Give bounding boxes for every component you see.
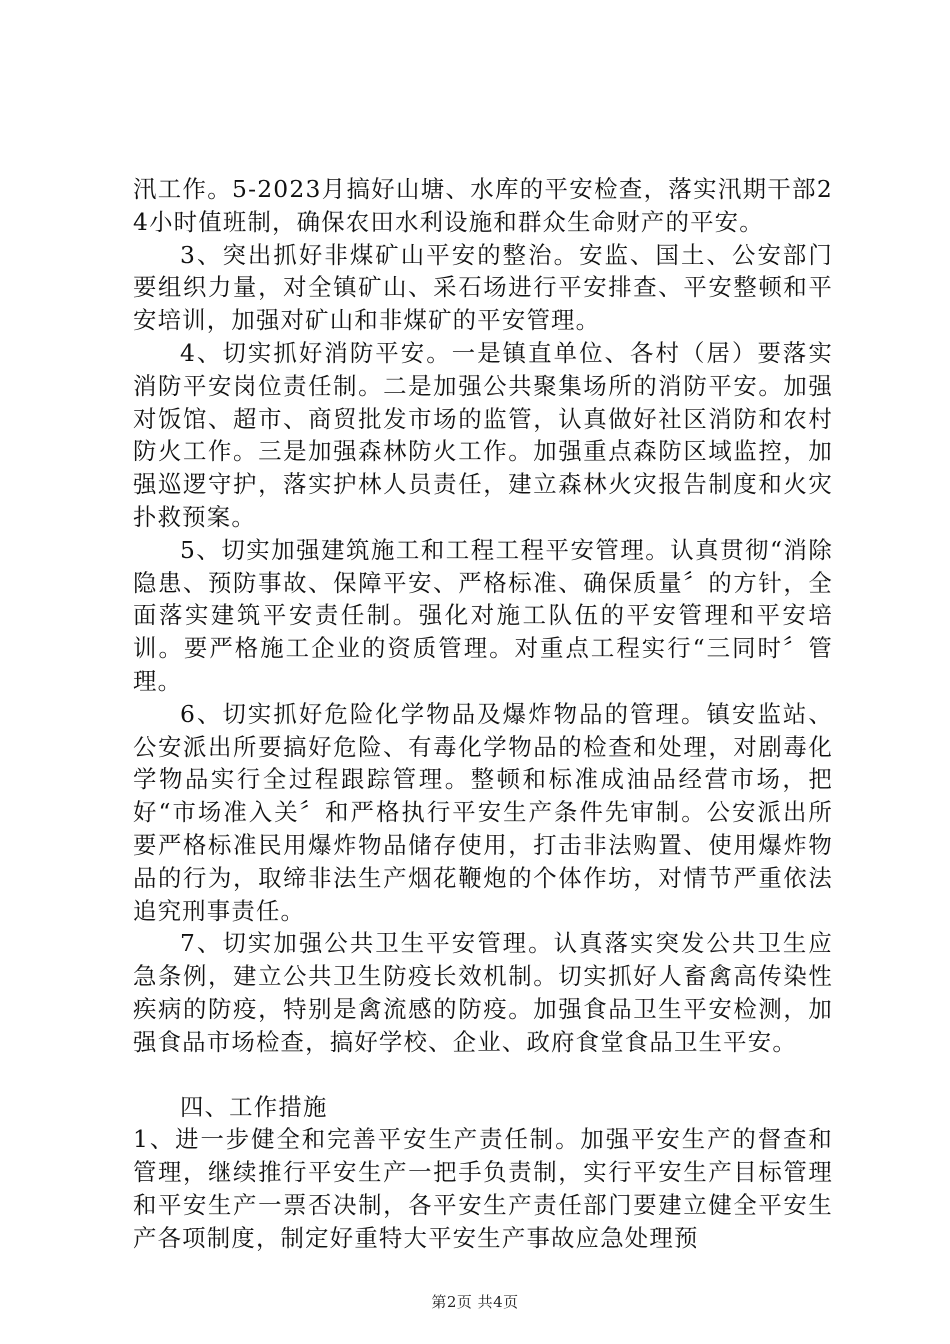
page-number-label: 第2页 共4页 — [431, 1293, 519, 1311]
paragraph-2: 4、切实抓好消防平安。一是镇直单位、各村（居）要落实消防平安岗位责任制。二是加强公共聚集场所的消防平安。加强对饭馆、超市、商贸批发市场的监管，认真做好社区消防和农村防火工作。三是加强森林防火工作。加强重点森防区域监控，加强巡逻守护，落实护林人员责任，建立森林火灾报告制度和火灾扑救预案。 — [133, 338, 833, 531]
paragraph-3: 5、切实加强建筑施工和工程工程平安管理。认真贯彻“消除隐患、预防事故、保障平安、严格标准、确保质量〞的方针，全面落实建筑平安责任制。强化对施工队伍的平安管理和平安培训。要严格施工企业的资质管理。对重点工程实行“三同时〞管理。 — [133, 535, 833, 695]
section-heading: 四、工作措施 — [180, 1092, 328, 1121]
page-footer — [0, 1293, 950, 1311]
document-body — [133, 173, 833, 1255]
paragraph-4: 6、切实抓好危险化学物品及爆炸物品的管理。镇安监站、公安派出所要搞好危险、有毒化学物品的检查和处理，对剧毒化学物品实行全过程跟踪管理。整顿和标准成油品经营市场，把好“市场准入关〞和严格执行平安生产条件先审制。公安派出所要严格标准民用爆炸物品储存使用，打击非法购置、使用爆炸物品的行为，取缔非法生产烟花鞭炮的个体作坊，对情节严重依法追究刑事责任。 — [133, 699, 833, 925]
paragraph-5: 7、切实加强公共卫生平安管理。认真落实突发公共卫生应急条例，建立公共卫生防疫长效机制。切实抓好人畜禽高传染性疾病的防疫，特别是禽流感的防疫。加强食品卫生平安检测，加强食品市场检查，搞好学校、企业、政府食堂食品卫生平安。 — [133, 929, 833, 1056]
section-gap — [133, 1059, 833, 1091]
paragraph-0: 汛工作。5-2023月搞好山塘、水库的平安检查，落实汛期干部24小时值班制，确保农田水利设施和群众生命财产的平安。 — [133, 175, 833, 236]
paragraph-1: 3、突出抓好非煤矿山平安的整治。安监、国土、公安部门要组织力量，对全镇矿山、采石场进行平安排查、平安整顿和平安培训，加强对矿山和非煤矿的平安管理。 — [133, 240, 833, 335]
paragraph-6: 1、进一步健全和完善平安生产责任制。加强平安生产的督查和管理，继续推行平安生产一把手负责制，实行平安生产目标管理和平安生产一票否决制，各平安生产责任部门要建立健全平安生产各项制度，制定好重特大平安生产事故应急处理预 — [133, 1125, 833, 1252]
